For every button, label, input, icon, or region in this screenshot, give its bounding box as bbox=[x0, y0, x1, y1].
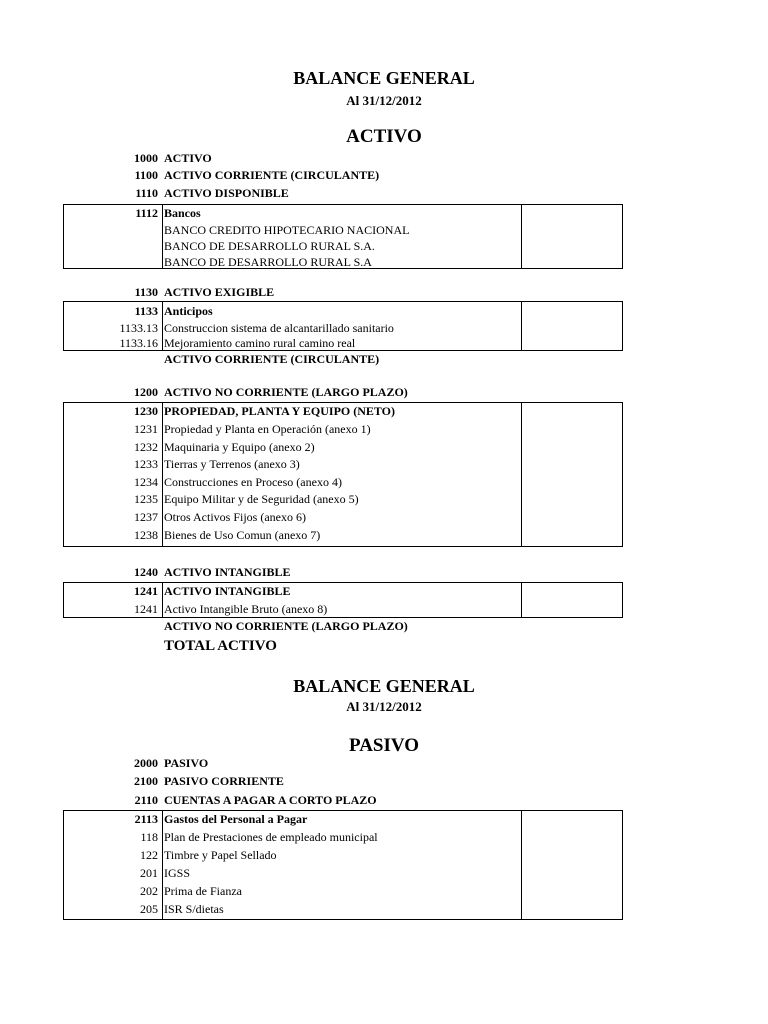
assets-section-title: ACTIVO bbox=[346, 126, 422, 147]
item-label: Maquinaria y Equipo (anexo 2) bbox=[164, 440, 315, 454]
column-divider bbox=[162, 583, 163, 617]
item-code: 202 bbox=[140, 884, 158, 898]
account-code: 1133 bbox=[134, 304, 158, 318]
item-label: Otros Activos Fijos (anexo 6) bbox=[164, 510, 306, 524]
column-divider bbox=[521, 205, 522, 268]
account-code: 1112 bbox=[135, 206, 158, 220]
account-label: PROPIEDAD, PLANTA Y EQUIPO (NETO) bbox=[164, 404, 396, 418]
account-label: PASIVO bbox=[164, 756, 209, 770]
account-label: Gastos del Personal a Pagar bbox=[164, 812, 308, 826]
bank-item: BANCO DE DESARROLLO RURAL S.A bbox=[164, 255, 372, 269]
item-code: 122 bbox=[140, 848, 158, 862]
account-label: ACTIVO CORRIENTE (CIRCULANTE) bbox=[164, 168, 380, 182]
account-label: CUENTAS A PAGAR A CORTO PLAZO bbox=[164, 793, 377, 807]
liabilities-section-title: PASIVO bbox=[349, 735, 419, 756]
account-code: 1240 bbox=[134, 565, 158, 579]
item-label: Activo Intangible Bruto (anexo 8) bbox=[164, 602, 328, 616]
bank-item: BANCO CREDITO HIPOTECARIO NACIONAL bbox=[164, 223, 410, 237]
account-code: 1130 bbox=[134, 285, 158, 299]
account-code: 2110 bbox=[134, 793, 158, 807]
account-code: 2000 bbox=[134, 756, 158, 770]
column-divider bbox=[521, 403, 522, 546]
item-label: IGSS bbox=[164, 866, 191, 880]
item-code: 1133.16 bbox=[119, 336, 158, 350]
account-label: PASIVO CORRIENTE bbox=[164, 774, 284, 788]
account-label: ACTIVO EXIGIBLE bbox=[164, 285, 275, 299]
item-code: 201 bbox=[140, 866, 158, 880]
account-code: 1110 bbox=[135, 186, 158, 200]
subtotal-label: ACTIVO NO CORRIENTE (LARGO PLAZO) bbox=[164, 619, 408, 633]
account-label: ACTIVO INTANGIBLE bbox=[164, 584, 291, 598]
item-code: 1241 bbox=[134, 602, 158, 616]
account-label: ACTIVO NO CORRIENTE (LARGO PLAZO) bbox=[164, 385, 408, 399]
account-code: 1230 bbox=[134, 404, 158, 418]
item-label: Plan de Prestaciones de empleado municipal bbox=[164, 830, 378, 844]
column-divider bbox=[521, 583, 522, 617]
item-code: 1232 bbox=[134, 440, 158, 454]
account-code: 1241 bbox=[134, 584, 158, 598]
item-label: Mejoramiento camino rural camino real bbox=[164, 336, 356, 350]
account-label: ACTIVO DISPONIBLE bbox=[164, 186, 289, 200]
subtotal-label: ACTIVO CORRIENTE (CIRCULANTE) bbox=[164, 352, 380, 366]
item-label: Prima de Fianza bbox=[164, 884, 242, 898]
item-code: 205 bbox=[140, 902, 158, 916]
column-divider bbox=[162, 403, 163, 546]
account-label: Bancos bbox=[164, 206, 201, 220]
item-code: 1238 bbox=[134, 528, 158, 542]
item-label: Tierras y Terrenos (anexo 3) bbox=[164, 457, 300, 471]
liabilities-date: Al 31/12/2012 bbox=[346, 699, 422, 714]
item-label: Propiedad y Planta en Operación (anexo 1) bbox=[164, 422, 371, 436]
account-code: 1100 bbox=[134, 168, 158, 182]
account-code: 1200 bbox=[134, 385, 158, 399]
column-divider bbox=[162, 811, 163, 919]
item-code: 1133.13 bbox=[119, 321, 158, 335]
account-code: 2100 bbox=[134, 774, 158, 788]
column-divider bbox=[162, 205, 163, 268]
item-label: Construcciones en Proceso (anexo 4) bbox=[164, 475, 342, 489]
liabilities-title: BALANCE GENERAL bbox=[293, 676, 475, 696]
item-code: 1234 bbox=[134, 475, 158, 489]
assets-date: Al 31/12/2012 bbox=[346, 93, 422, 108]
item-label: Timbre y Papel Sellado bbox=[164, 848, 277, 862]
account-label: Anticipos bbox=[164, 304, 213, 318]
item-label: Equipo Militar y de Seguridad (anexo 5) bbox=[164, 492, 359, 506]
item-code: 118 bbox=[140, 830, 158, 844]
column-divider bbox=[521, 302, 522, 350]
account-label: ACTIVO bbox=[164, 151, 212, 165]
item-label: ISR S/dietas bbox=[164, 902, 224, 916]
item-code: 1237 bbox=[134, 510, 158, 524]
total-label: TOTAL ACTIVO bbox=[164, 638, 277, 654]
account-label: ACTIVO INTANGIBLE bbox=[164, 565, 291, 579]
assets-title: BALANCE GENERAL bbox=[293, 68, 475, 88]
item-label: Construccion sistema de alcantarillado sanitario bbox=[164, 321, 394, 335]
column-divider bbox=[521, 811, 522, 919]
item-code: 1233 bbox=[134, 457, 158, 471]
item-code: 1231 bbox=[134, 422, 158, 436]
item-code: 1235 bbox=[134, 492, 158, 506]
item-label: Bienes de Uso Comun (anexo 7) bbox=[164, 528, 321, 542]
account-code: 2113 bbox=[134, 812, 158, 826]
bank-item: BANCO DE DESARROLLO RURAL S.A. bbox=[164, 239, 375, 253]
account-code: 1000 bbox=[134, 151, 158, 165]
column-divider bbox=[162, 302, 163, 350]
